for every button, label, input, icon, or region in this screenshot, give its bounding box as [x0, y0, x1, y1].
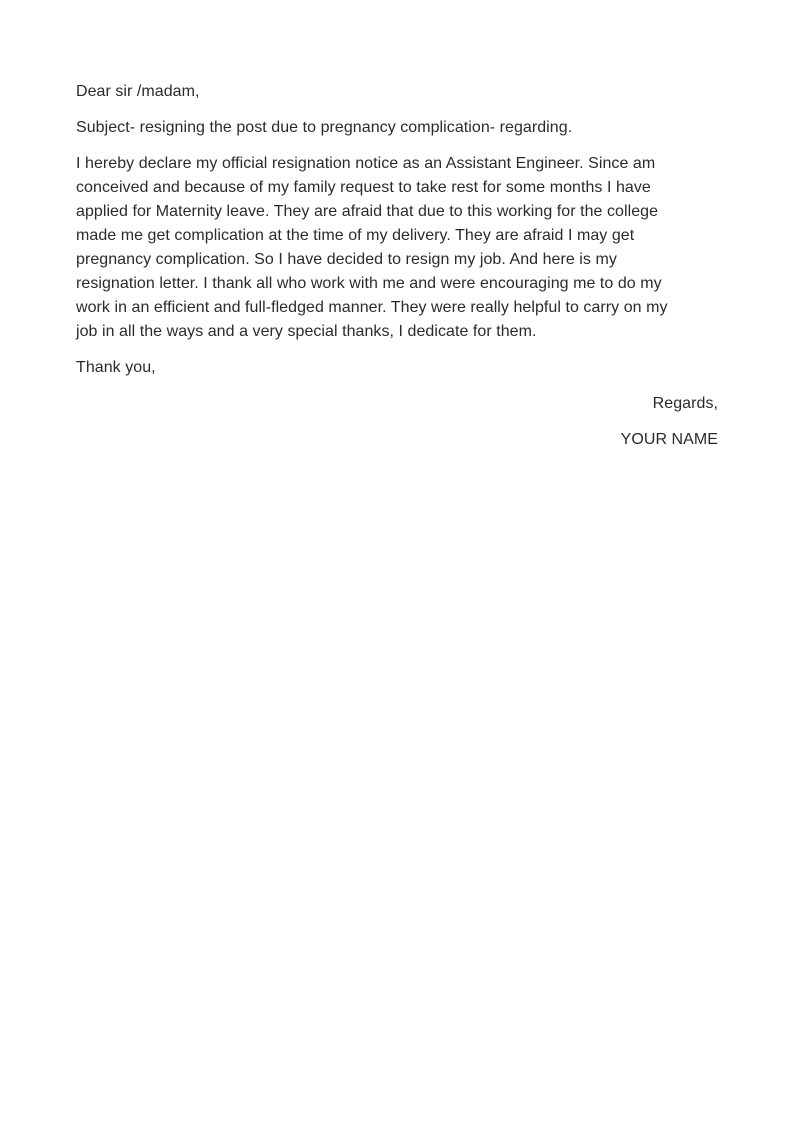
subject-line: Subject- resigning the post due to pregnancy complication- regarding.	[76, 119, 573, 136]
closing: Thank you,	[76, 359, 156, 376]
body-line: made me get complication at the time of my delivery. They are afraid I may get	[76, 227, 635, 244]
body-line: pregnancy complication. So I have decided to resign my job. And here is my	[76, 251, 617, 268]
signature-name: YOUR NAME	[620, 431, 718, 448]
letter-body	[76, 152, 722, 344]
body-line: I hereby declare my official resignation notice as an Assistant Engineer. Since am	[76, 155, 656, 172]
body-line: job in all the ways and a very special thanks, I dedicate for them.	[76, 323, 537, 340]
regards: Regards,	[652, 395, 718, 412]
salutation: Dear sir /madam,	[76, 83, 200, 100]
resignation-letter	[76, 80, 722, 464]
body-line: work in an efficient and full-fledged manner. They were really helpful to carry on my	[76, 299, 668, 316]
body-line: conceived and because of my family request to take rest for some months I have	[76, 179, 651, 196]
body-line: resignation letter. I thank all who work with me and were encouraging me to do my	[76, 275, 662, 292]
body-line: applied for Maternity leave. They are afraid that due to this working for the college	[76, 203, 659, 220]
